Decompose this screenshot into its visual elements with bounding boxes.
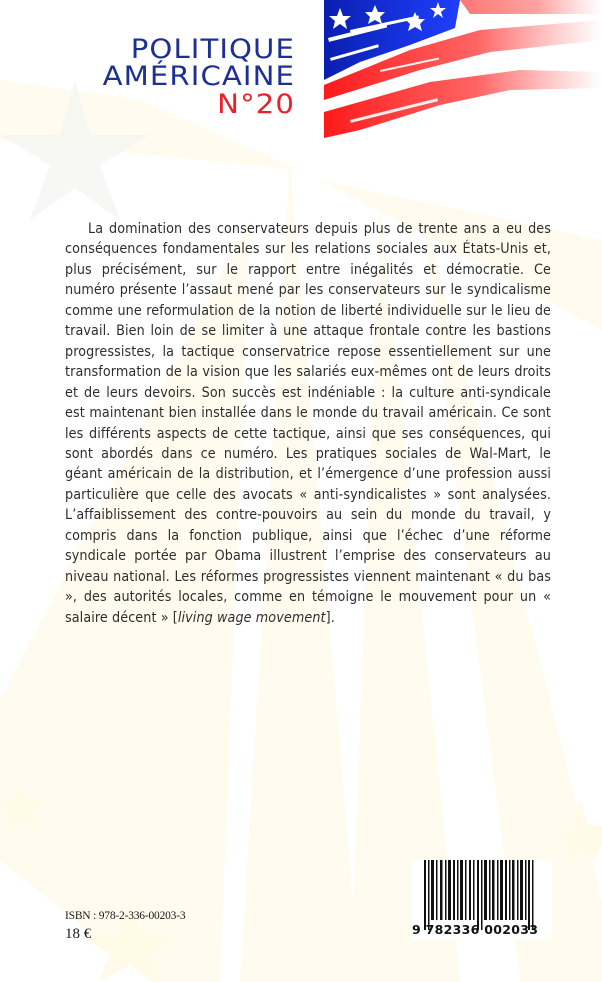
barcode-digits: 9 782336 002033 — [412, 922, 539, 937]
back-cover-blurb — [65, 219, 551, 628]
blurb-main-text: La domination des conservateurs depuis plus de trente ans a eu des conséquences fondamentales sur les relations sociales aux États-Unis et, plus précisément, sur le rapport entre inégalités et démocratie. Ce numéro présente l’assaut mené par les conservateurs sur le syndicalisme comme une reformulation de la notion de liberté individuelle sur le lieu de travail. Bien loin de se limiter à une attaque frontale contre les bastions progressistes, la tactique conservatrice repose essentiellement sur une transformation de la vision que les salariés eux-mêmes ont de leurs droits et de leurs devoirs. Son succès est indéniable : la culture anti-syndicale est maintenant bien installée dans le monde du travail américain. Ce sont les différents aspects de cette tactique, ainsi que ses conséquences, qui sont abordés dans ce numéro. Les pratiques sociales de Wal-Mart, le géant américain de la distribution, et l’émergence d’une profession aussi particulière que celle des avocats « anti-syndicalistes » sont analysées. L’affaiblissement des contre-pouvoirs au sein du monde du travail, y compris dans la fonction publique, ainsi que l’échec d’une réforme syndicale portée par Obama illustrent l’emprise des conservateurs au niveau national. Les réformes progressistes viennent maintenant « du bas », des autorités locales, comme en témoigne le mouvement pour un « salaire décent » [ — [65, 221, 551, 626]
american-flag-graphic — [320, 0, 602, 150]
blurb-end: ]. — [325, 609, 335, 626]
blurb-italic-phrase: living wage movement — [177, 609, 326, 626]
series-title — [40, 36, 295, 120]
series-title-line1: POLITIQUE — [130, 34, 295, 65]
issue-number: N°20 — [217, 89, 295, 120]
isbn-label: ISBN : 978-2-336-00203-3 — [65, 910, 186, 922]
barcode-bars-icon — [412, 860, 550, 930]
barcode — [412, 860, 552, 940]
series-title-line2: AMÉRICAINE — [102, 61, 296, 92]
price-label: 18 € — [65, 926, 92, 942]
